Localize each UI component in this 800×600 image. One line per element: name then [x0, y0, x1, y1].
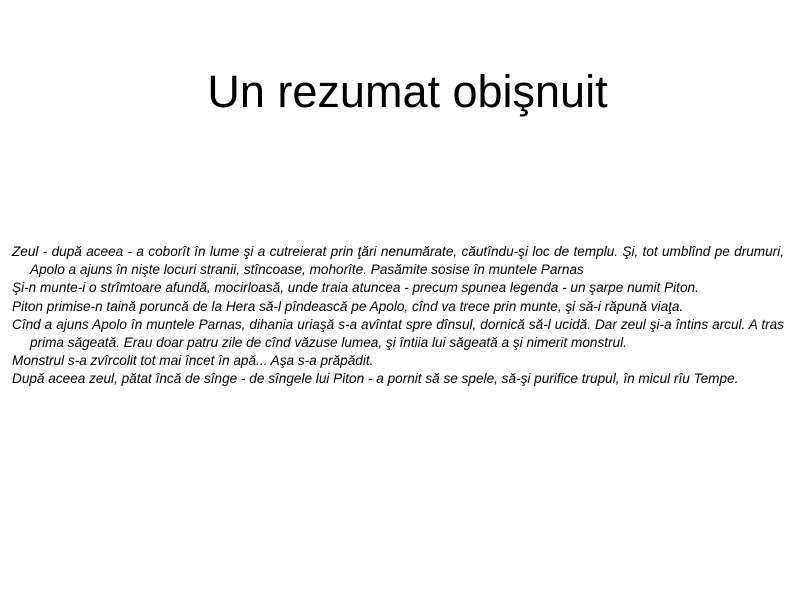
- paragraph: După aceea zeul, pătat încă de sînge - de sîngele lui Piton - a pornit să se spele, să-şi purifice trupul, în micul rîu Tempe.: [12, 371, 739, 387]
- slide-title: Un rezumat obişnuit: [207, 66, 608, 117]
- paragraph: Piton primise-n taină poruncă de la Hera să-l pîndească pe Apolo, cînd va trece prin munte, şi să-i răpună viaţa.: [12, 298, 684, 314]
- paragraph: Şi-n munte-i o strîmtoare afundă, mocirloasă, unde traia atuncea - precum spunea legenda - un şarpe numit Piton.: [12, 280, 699, 296]
- paragraph: Cînd a ajuns Apolo în muntele Parnas, dihania uriaşă s-a avîntat spre dînsul, dornică să-l ucidă. Dar zeul şi-a întins arcul. A tras prima săgeată. Erau doar patru zile de cînd văzuse lumea, şi întiia lui săgeată a şi nimerit monstrul.: [12, 316, 784, 351]
- slide-body: [12, 243, 784, 389]
- paragraph: Zeul - după aceea - a coborît în lume şi a cutreierat prin ţări nenumărate, căutîndu-şi loc de templu. Şi, tot umblînd pe drumuri, Apolo a ajuns în nişte locuri stranii, stîncoase, mohorîte. Pasămite sosise în muntele Parnas: [12, 244, 784, 278]
- paragraph: Monstrul s-a zvîrcolit tot mai încet în apă... Aşa s-a prăpădit.: [12, 353, 374, 369]
